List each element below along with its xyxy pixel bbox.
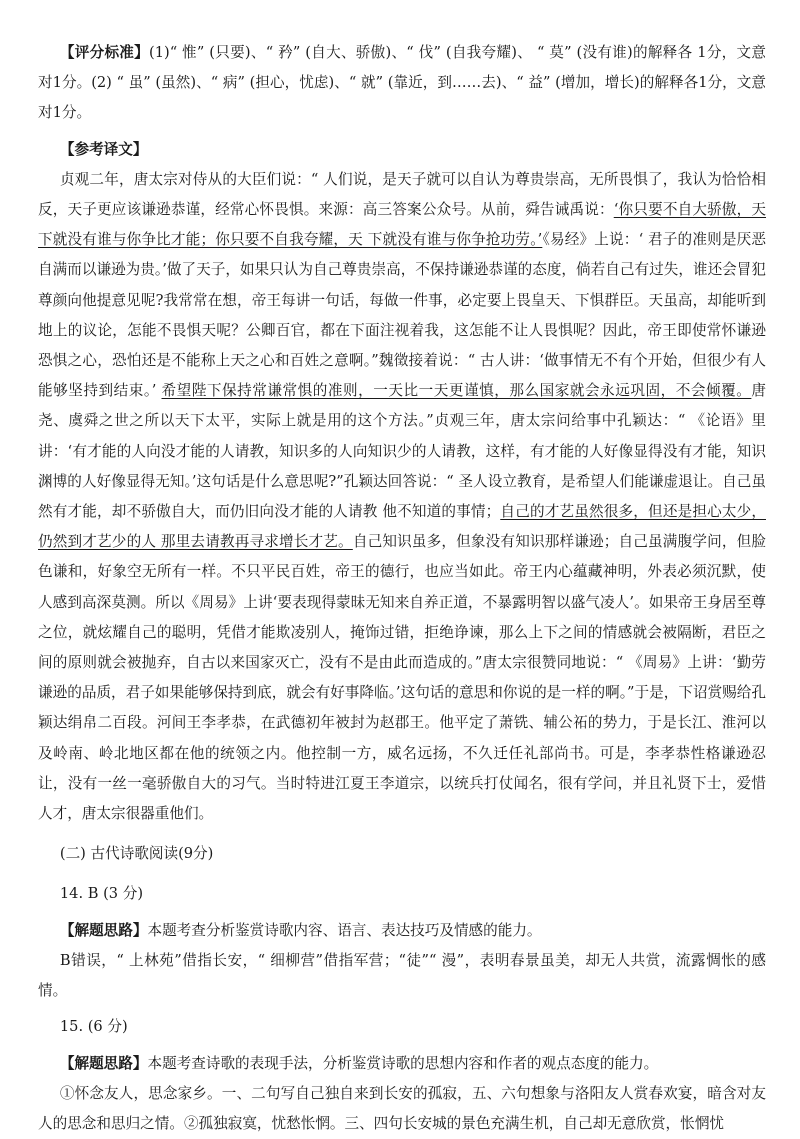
translation-heading [38,135,766,165]
scoring-criteria-paragraph [38,38,766,129]
q14-analysis-label: 【解题思路】 [59,921,148,939]
translation-label: 【参考译文】 [59,140,148,158]
q15-explanation: ①怀念友人，思念家乡。一、二句写自己独自来到长安的孤寂，五、六句想象与洛阳友人赏春欢宴，暗含对友人的思念和思归之情。②孤独寂寞，忧愁怅惘。三、四句长安城的景色充满生机，自己却无意欣赏，怅惘忧 [38,1084,766,1132]
scoring-criteria-text: (1)“ 惟” (只要)、“ 矜” (自大、骄傲)、“ 伐” (自我夸耀)、 “ 莫” (没有谁)的解释各 1分，文意对1分。(2) “ 虽” (虽然)、“ 病” (担心，忧虑)、“ 就” (靠近，到……去)、“ 益” (增加，增长)的解释各1分，文意对1分。 [38,44,766,122]
q15-analysis-intro: 本题考查诗歌的表现手法，分析鉴赏诗歌的思想内容和作者的观点态度的能力。 [147,1054,659,1072]
q14-explanation: B错误，“ 上林苑”借指长安，“ 细柳营”借指军营；“徒”“ 漫”，表明春景虽美，却无人共赏，流露惆怅的感情。 [38,951,766,1000]
translation-underline-3: 自己的才艺虽然很多，但还是担心太少，仍然到才艺少的人 那里去请教再寻求增长才艺。 [38,503,766,551]
translation-text-2: 《易经》上说：‘ 君子的准则是厌恶自满而以谦逊为贵。’做了天子，如果只认为自己尊贵崇高，不保持谦逊恭谨的态度，倘若自己有过失，谁还会冒犯尊颜向他提意见呢?我常常在想，帝王每讲一句话，每做一件事，必定要上畏皇天、下惧群臣。天虽高，却能听到地上的议论，怎能不畏惧天呢？公卿百官，都在下面注视着我，这怎能不让人畏惧呢？因此，帝王即使常怀谦逊恐惧之心，恐怕还是不能称上天之心和百姓之意啊。”魏徵接着说：“ 古人讲：‘做事情无不有个开始，但很少有人能够坚持到结束。’ [38,231,767,400]
translation-underline-1: ‘你只要不自大骄傲，天下就没有谁与你争比才能；你只要不自我夸耀，天 下就没有谁与你争抢功劳。’ [38,201,766,249]
q14-analysis [38,916,766,946]
answer-document [38,38,766,1139]
translation-text-3: 唐尧、虞舜之世之所以天下太平，实际上就是用的这个方法。”贞观三年，唐太宗问给事中孔颖达：“ 《论语》里讲：‘有才能的人向没才能的人请教，知识多的人向知识少的人请教，这样，有才能的人好像显得没有才能，知识渊博的人好像显得无知。’这句话是什么意思呢?”孔颖达回答说：“ 圣人设立教育，是希望人们能谦虚退让。自己虽然有才能，却不骄傲自大，而仍旧向没才能的人请教 他不知道的事情； [38,382,766,521]
section-title-poetry: (二) 古代诗歌阅读(9分) [59,845,214,863]
translation-paragraph [38,165,766,829]
q14-header: 14. B (3 分) [59,885,144,903]
translation-underline-2: 希望陛下保持常谦常惧的准则，一天比一天更谨慎，那么国家就会永远巩固，不会倾覆。 [161,382,752,400]
q15-analysis [38,1049,766,1079]
translation-text-1: 贞观二年，唐太宗对侍从的大臣们说：“ 人们说，是天子就可以自认为尊贵崇高，无所畏惧了，我认为恰恰相反，天子更应该谦逊恭谨，经常心怀畏惧。来源：高三答案公众号。从前，舜告诫禹说： [38,170,766,219]
q15-header: 15. (6 分) [59,1018,128,1036]
translation-text-4: 自己知识虽多，但象没有知识那样谦逊；自己虽满腹学问，但脸色谦和，好象空无所有一样。不只平民百姓，帝王的德行，也应当如此。帝王内心蕴藏神明，外表必须沉默，使人感到高深莫测。所以《周易》上讲‘要表现得蒙昧无知来自养正道，不暴露明智以盛气凌人’。如果帝王身居至尊之位，就炫耀自己的聪明，凭借才能欺凌别人，掩饰过错，拒绝诤谏，那么上下之间的情感就会被隔断，君臣之间的原则就会被抛弃，自古以来国家灭亡，没有不是由此而造成的。”唐太宗很赞同地说：“ 《周易》上讲：‘勤劳谦逊的品质，君子如果能够保持到底，就会有好事降临。’这句话的意思和你说的是一样的啊。”于是，下诏赏赐给孔颖达绢帛二百段。河间王李孝恭，在武德初年被封为赵郡王。他平定了萧铣、辅公祏的势力，于是长江、淮河以及岭南、岭北地区都在他的统领之内。他控制一方，威名远扬，不久迁任礼部尚书。可是，李孝恭性格谦逊忍让，没有一丝一毫骄傲自大的习气。当时特进江夏王李道宗，以统兵打仗闻名，很有学问，并且礼贤下士，爱惜人才，唐太宗很器重他们。 [38,533,766,823]
scoring-criteria-label: 【评分标准】 [59,44,150,61]
q14-analysis-intro: 本题考查分析鉴赏诗歌内容、语言、表达技巧及情感的能力。 [147,921,542,939]
q15-analysis-label: 【解题思路】 [59,1054,148,1072]
